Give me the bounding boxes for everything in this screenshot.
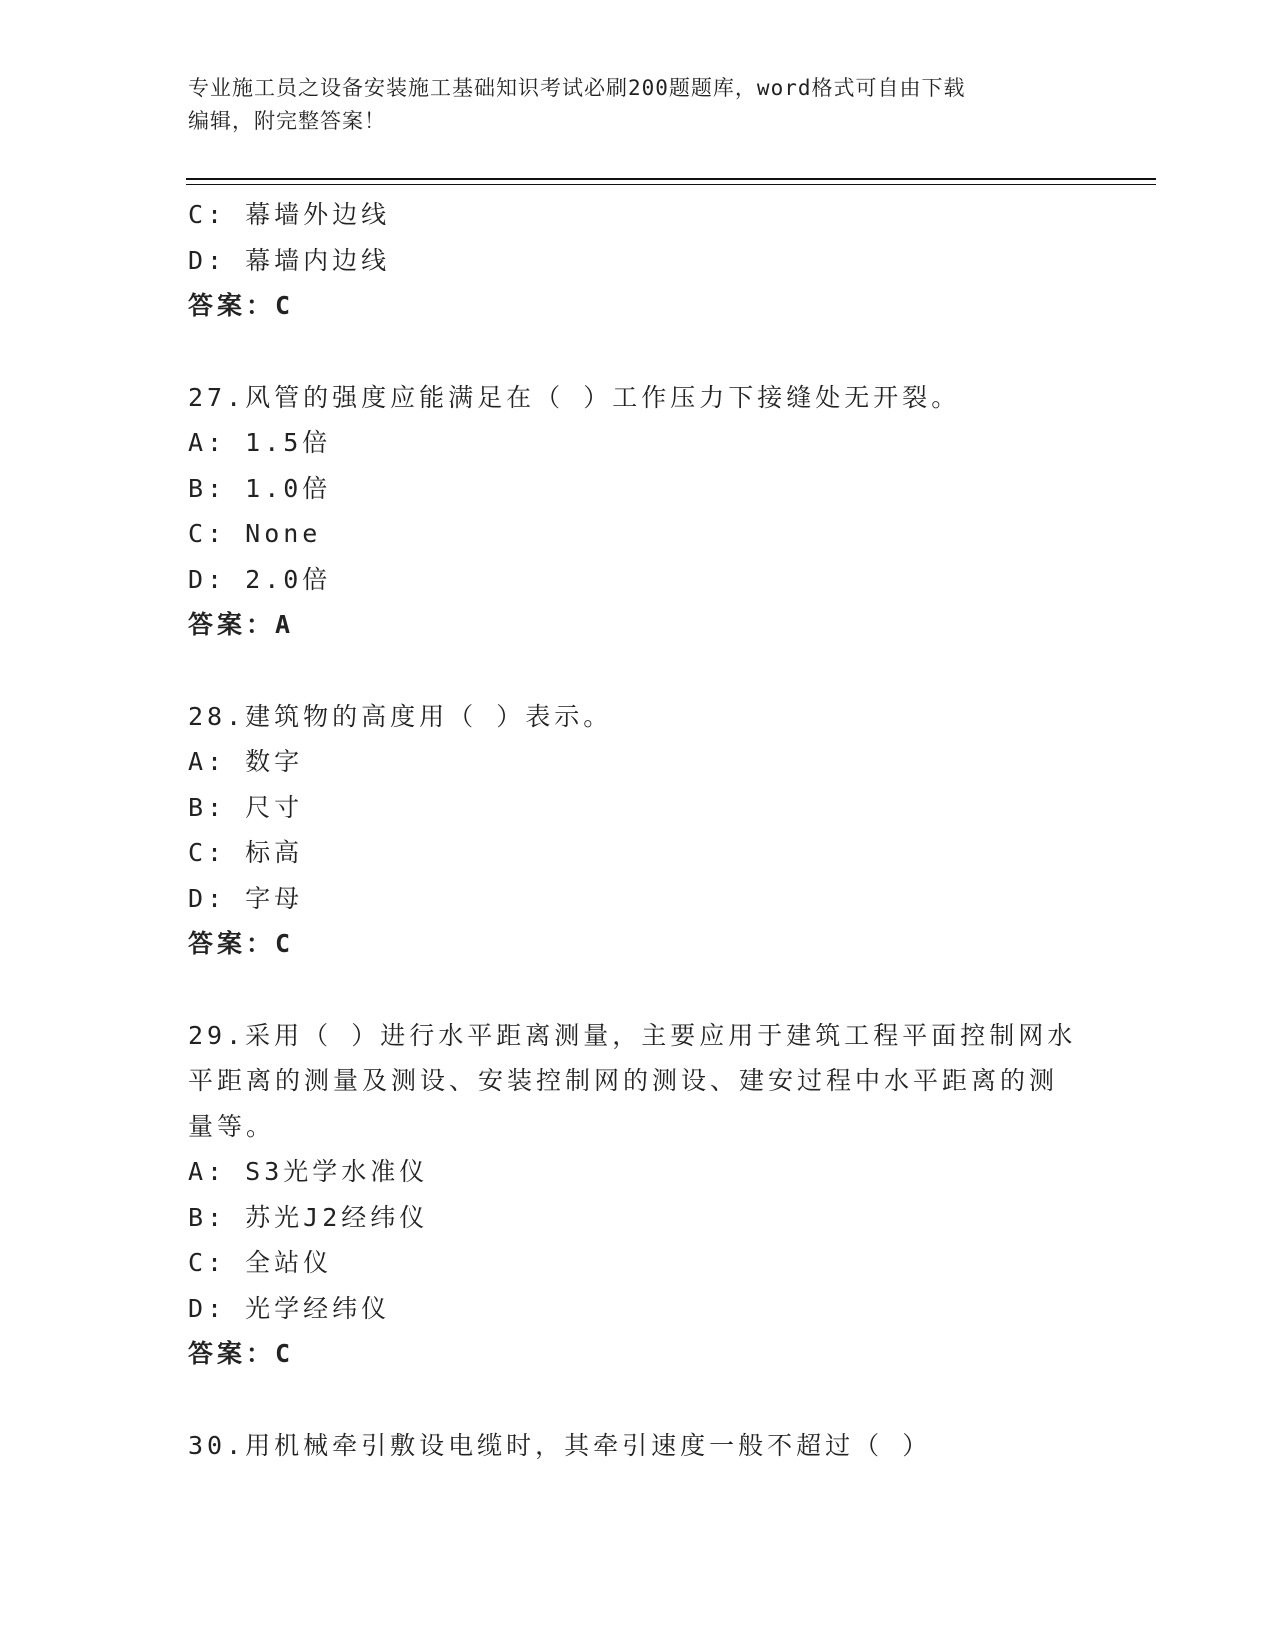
answer: 答案：C <box>188 1339 295 1368</box>
option-a: A: 数字 <box>188 747 304 776</box>
option-b: B: 苏光J2经纬仪 <box>188 1202 429 1232</box>
question-29-text-line-2: 平距离的测量及测设、安装控制网的测设、建安过程中水平距离的测 <box>188 1066 1059 1095</box>
option-d: D: 幕墙内边线 <box>188 245 391 275</box>
document-header <box>188 72 1068 138</box>
question-28-text: 28.建筑物的高度用（ ）表示。 <box>188 701 613 731</box>
question-29-text-line-1: 29.采用（ ）进行水平距离测量，主要应用于建筑工程平面控制网水 <box>188 1020 1077 1050</box>
option-c: C: 全站仪 <box>188 1248 333 1277</box>
option-d: D: 光学经纬仪 <box>188 1293 391 1323</box>
header-rule-thick <box>186 178 1156 180</box>
answer: 答案：C <box>188 929 295 958</box>
answer: 答案：A <box>188 610 295 639</box>
question-27-text: 27.风管的强度应能满足在（ ）工作压力下接缝处无开裂。 <box>188 382 961 412</box>
question-29-text-line-3: 量等。 <box>188 1111 276 1141</box>
option-c: C: None <box>188 519 322 548</box>
option-c: C: 标高 <box>188 838 304 867</box>
question-29-block <box>188 1013 1077 1377</box>
question-27-block <box>188 375 1068 648</box>
option-a: A: S3光学水准仪 <box>188 1157 429 1186</box>
option-c: C: 幕墙外边线 <box>188 200 391 229</box>
header-rule-thin <box>186 184 1156 185</box>
option-b: B: 尺寸 <box>188 792 304 822</box>
header-line-2: 编辑，附完整答案！ <box>188 109 386 133</box>
question-30-text: 30.用机械牵引敷设电缆时，其牵引速度一般不超过（ ） <box>188 1430 932 1460</box>
prev-question-block <box>188 192 1068 329</box>
question-content <box>188 192 1077 1468</box>
question-28-block <box>188 694 1068 967</box>
header-line-1: 专业施工员之设备安装施工基础知识考试必刷200题题库，word格式可自由下载 <box>188 76 966 100</box>
question-30-block <box>188 1423 1068 1469</box>
option-d: D: 字母 <box>188 883 304 913</box>
answer: 答案：C <box>188 291 295 320</box>
option-a: A: 1.5倍 <box>188 428 332 457</box>
option-d: D: 2.0倍 <box>188 564 332 594</box>
option-b: B: 1.0倍 <box>188 473 332 503</box>
